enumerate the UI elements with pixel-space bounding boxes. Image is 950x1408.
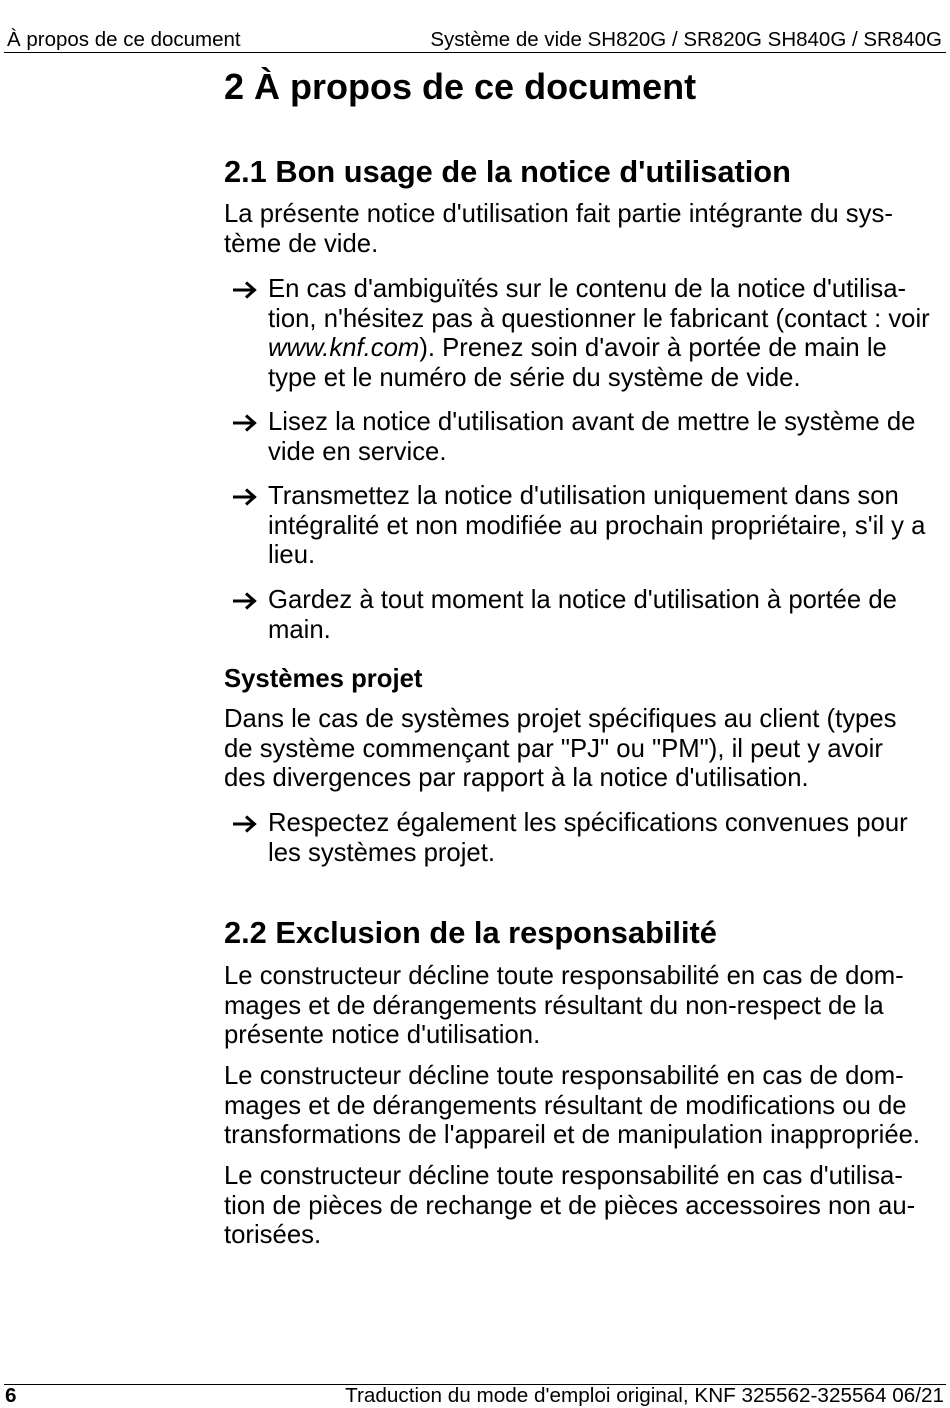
section-heading-2-2: 2.2 Exclusion de la responsabilité <box>224 915 717 950</box>
text-line: main. <box>268 615 331 644</box>
arrow-right-icon <box>232 487 258 507</box>
instruction-item <box>224 586 897 645</box>
instruction-text <box>268 482 925 571</box>
text-line: présente notice d'utilisation. <box>224 1021 541 1050</box>
text-line: mages et de dérangements résultant du non-respect de la <box>224 991 884 1020</box>
text-line: de système commençant par "PJ" ou "PM"), il peut y avoir <box>224 734 883 763</box>
instruction-text <box>268 586 897 645</box>
text-line: La présente notice d'utilisation fait partie intégrante du sys- <box>224 200 893 228</box>
instruction-item <box>224 275 930 394</box>
text-line: les systèmes projet. <box>268 838 495 867</box>
instruction-text <box>268 275 930 394</box>
website-link-text: www.knf.com <box>268 334 420 363</box>
text-line: transformations de l'appareil et de manipulation inappropriée. <box>224 1121 921 1150</box>
text-line <box>268 334 930 364</box>
arrow-right-icon <box>232 591 258 611</box>
text-line: lieu. <box>268 541 316 570</box>
subheading-project-systems: Systèmes projet <box>224 665 423 693</box>
text-line: mages et de dérangements résultant de modifications ou de <box>224 1091 907 1120</box>
arrow-right-icon <box>232 280 258 300</box>
paragraph-project-systems <box>224 705 896 794</box>
text-line: Lisez la notice d'utilisation avant de mettre le système de <box>268 408 916 436</box>
text-line: Le constructeur décline toute responsabilité en cas d'utilisa- <box>224 1162 903 1190</box>
arrow-right-icon <box>232 814 258 834</box>
text-segment: ). Prenez soin d'avoir à portée de main le <box>419 334 887 363</box>
text-line: Gardez à tout moment la notice d'utilisation à portée de <box>268 586 897 614</box>
paragraph-liability <box>224 962 904 1051</box>
text-line: tion de pièces de rechange et de pièces accessoires non au- <box>224 1191 916 1220</box>
footer-document-reference: Traduction du mode d'emploi original, KNF 325562-325564 06/21 <box>345 1384 944 1407</box>
chapter-title: 2 À propos de ce document <box>224 66 697 107</box>
instruction-item <box>224 809 908 868</box>
instruction-item <box>224 482 925 571</box>
text-line: torisées. <box>224 1221 322 1250</box>
text-line: type et le numéro de série du système de vide. <box>268 364 801 393</box>
text-line: vide en service. <box>268 437 447 466</box>
instruction-text <box>268 408 915 467</box>
paragraph-liability <box>224 1162 915 1251</box>
text-line: tème de vide. <box>224 229 379 258</box>
text-line: intégralité et non modifiée au prochain propriétaire, s'il y a <box>268 511 926 540</box>
text-line: tion, n'hésitez pas à questionner le fabricant (contact : voir <box>268 304 930 333</box>
text-line: Transmettez la notice d'utilisation uniquement dans son <box>268 482 899 510</box>
arrow-right-icon <box>232 413 258 433</box>
instruction-item <box>224 408 915 467</box>
running-header-section: À propos de ce document <box>7 28 241 51</box>
page-number: 6 <box>5 1384 17 1407</box>
header-divider <box>4 52 946 53</box>
text-line: Dans le cas de systèmes projet spécifiques au client (types <box>224 705 897 733</box>
instruction-text <box>268 809 908 868</box>
text-line: En cas d'ambiguïtés sur le contenu de la notice d'utilisa- <box>268 275 907 303</box>
text-line: Respectez également les spécifications convenues pour <box>268 809 908 837</box>
text-line: Le constructeur décline toute responsabilité en cas de dom- <box>224 962 904 990</box>
section-heading-2-1: 2.1 Bon usage de la notice d'utilisation <box>224 154 791 189</box>
text-line: Le constructeur décline toute responsabilité en cas de dom- <box>224 1062 904 1090</box>
running-header-product: Système de vide SH820G / SR820G SH840G / SR840G <box>430 28 942 51</box>
paragraph-liability <box>224 1062 920 1151</box>
paragraph-intro <box>224 200 893 259</box>
text-line: des divergences par rapport à la notice d'utilisation. <box>224 764 809 793</box>
